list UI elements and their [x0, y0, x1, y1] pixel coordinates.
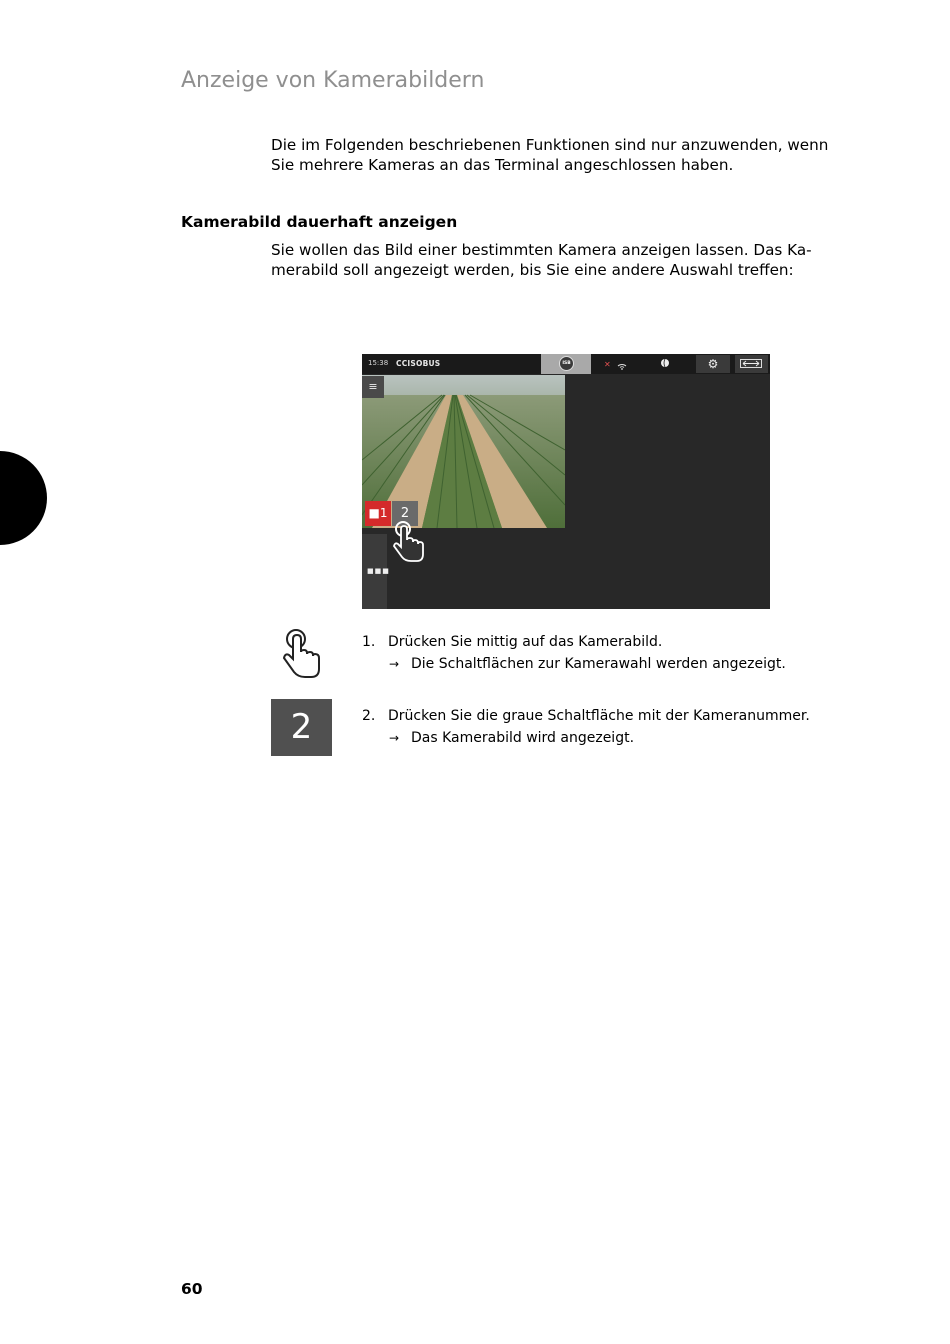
step-1 [362, 631, 786, 675]
step-2 [362, 705, 810, 749]
more-icon: ■■■ [367, 567, 390, 575]
step-text: Drücken Sie mittig auf das Kamerabild. [388, 634, 663, 650]
terminal-clock: 15:38 [368, 359, 389, 367]
stop-icon: ■ [368, 506, 380, 520]
arrow-right-icon: → [389, 657, 400, 671]
step-result: Die Schaltflächen zur Kamerawahl werden angezeigt. [411, 656, 786, 672]
step-number: 2. [362, 708, 376, 724]
isb-knob-icon: ISB [559, 356, 574, 371]
terminal-brand-logo: CCISOBUS [396, 358, 441, 368]
hand-pointer-icon [389, 519, 429, 563]
hand-pointer-icon [280, 627, 326, 679]
menu-icon: ≡ [362, 376, 384, 398]
camera-number-button-icon: 2 [271, 699, 332, 756]
wifi-status-icon [604, 358, 628, 373]
section-line: merabild soll angezeigt werden, bis Sie eine andere Auswahl treffen: [271, 260, 794, 279]
section-line: Sie wollen das Bild einer bestimmten Kamera anzeigen lassen. Das Ka- [271, 241, 812, 259]
page-number: 60 [181, 1280, 203, 1298]
globe-icon [660, 358, 670, 371]
section-paragraph [271, 241, 871, 280]
camera-2-button: 2 [392, 501, 418, 526]
step-text: Drücken Sie die graue Schaltfläche mit der Kameranummer. [388, 708, 810, 724]
swap-screen-icon [735, 355, 768, 373]
camera-1-button [365, 501, 391, 526]
intro-paragraph [271, 136, 871, 175]
svg-text:✕: ✕ [604, 360, 611, 369]
arrow-right-icon: → [389, 731, 400, 745]
section-heading: Kamerabild dauerhaft anzeigen [181, 213, 458, 231]
intro-line: Sie mehrere Kameras an das Terminal angeschlossen haben. [271, 155, 734, 174]
terminal-top-bar [362, 354, 770, 374]
camera-1-label: 1 [379, 506, 388, 520]
step-result: Das Kamerabild wird angezeigt. [411, 730, 635, 746]
terminal-screenshot [362, 354, 770, 609]
intro-line: Die im Folgenden beschriebenen Funktionen sind nur anzuwenden, wenn [271, 136, 829, 154]
gear-icon: ⚙ [696, 355, 730, 373]
isb-button [541, 354, 591, 374]
terminal-side-panel [362, 534, 390, 609]
chapter-tab-marker [0, 451, 47, 545]
page-header-title: Anzeige von Kamerabildern [181, 68, 485, 93]
step-number: 1. [362, 634, 376, 650]
